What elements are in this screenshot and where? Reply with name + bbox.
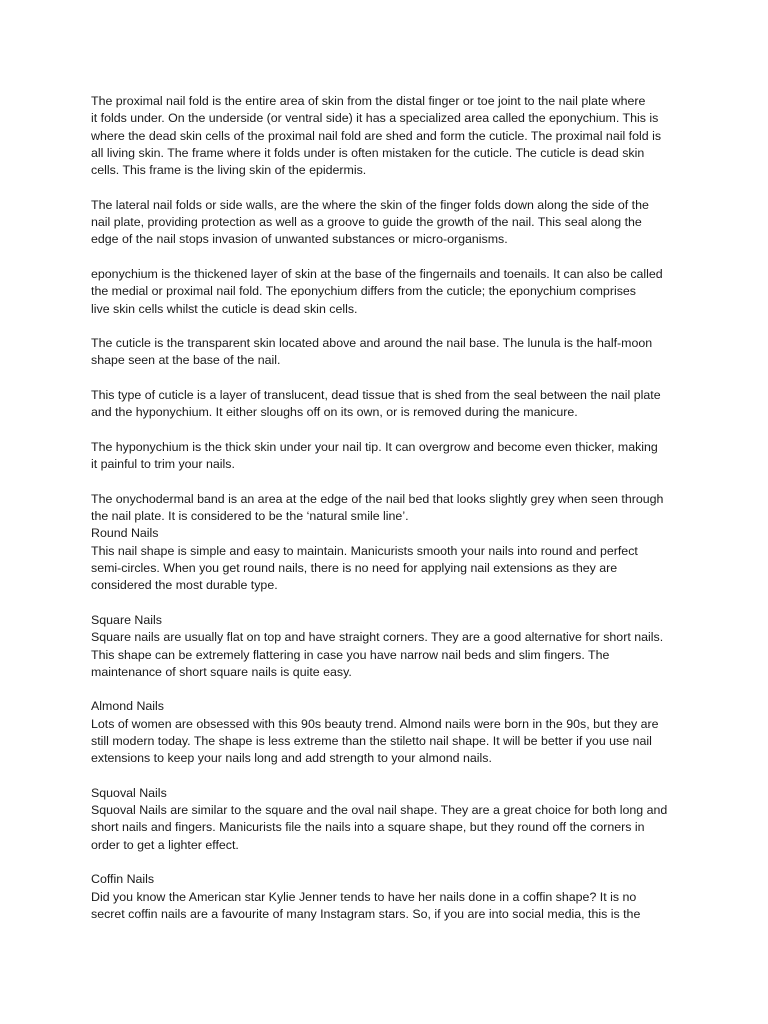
text-line: Square nails are usually flat on top and have straight corners. They are a good alternative for short nails. bbox=[91, 630, 664, 645]
section-coffin-nails bbox=[91, 871, 681, 923]
text-line: The hyponychium is the thick skin under your nail tip. It can overgrow and become even thicker, making bbox=[91, 439, 658, 454]
text-line: The onychodermal band is an area at the edge of the nail bed that looks slightly grey when seen through bbox=[91, 491, 664, 506]
paragraph-hyponychium bbox=[91, 439, 681, 474]
text-line: the nail plate. It is considered to be the ‘natural smile line’. bbox=[91, 509, 409, 524]
text-line: the medial or proximal nail fold. The eponychium differs from the cuticle; the eponychium comprises bbox=[91, 284, 636, 299]
paragraph-lateral-nail-folds bbox=[91, 197, 681, 249]
text-line: it folds under. On the underside (or ventral side) it has a specialized area called the eponychium. This is bbox=[91, 111, 659, 126]
section-heading: Coffin Nails bbox=[91, 872, 155, 887]
text-line: it painful to trim your nails. bbox=[91, 457, 235, 472]
paragraph-cuticle-type bbox=[91, 387, 681, 422]
text-line: Squoval Nails are similar to the square and the oval nail shape. They are a great choice for both long and bbox=[91, 803, 668, 818]
section-heading: Round Nails bbox=[91, 526, 159, 541]
section-almond-nails bbox=[91, 698, 681, 767]
text-line: short nails and fingers. Manicurists file the nails into a square shape, but they round off the corners in bbox=[91, 820, 645, 835]
text-line: semi-circles. When you get round nails, there is no need for applying nail extensions as they are bbox=[91, 561, 618, 576]
text-line: and the hyponychium. It either sloughs off on its own, or is removed during the manicure. bbox=[91, 405, 578, 420]
text-line: secret coffin nails are a favourite of many Instagram stars. So, if you are into social media, this is the bbox=[91, 906, 641, 921]
text-line: considered the most durable type. bbox=[91, 578, 278, 593]
text-line: live skin cells whilst the cuticle is dead skin cells. bbox=[91, 301, 358, 316]
text-line: Lots of women are obsessed with this 90s beauty trend. Almond nails were born in the 90s, but they are bbox=[91, 716, 659, 731]
text-line: still modern today. The shape is less extreme than the stiletto nail shape. It will be better if you use nail bbox=[91, 733, 652, 748]
section-squoval-nails bbox=[91, 785, 681, 854]
paragraph-cuticle bbox=[91, 335, 681, 370]
section-heading: Almond Nails bbox=[91, 699, 164, 714]
document-page bbox=[91, 93, 681, 923]
text-line: This type of cuticle is a layer of translucent, dead tissue that is shed from the seal between the nail plate bbox=[91, 388, 661, 403]
text-line: shape seen at the base of the nail. bbox=[91, 353, 281, 368]
text-line: This shape can be extremely flattering in case you have narrow nail beds and slim fingers. The bbox=[91, 647, 610, 662]
text-line: order to get a lighter effect. bbox=[91, 837, 239, 852]
section-round-nails bbox=[91, 525, 681, 594]
section-heading: Squoval Nails bbox=[91, 785, 167, 800]
text-line: eponychium is the thickened layer of skin at the base of the fingernails and toenails. It can also be called bbox=[91, 266, 663, 281]
text-line: The lateral nail folds or side walls, are the where the skin of the finger folds down along the side of the bbox=[91, 197, 649, 212]
text-line: The cuticle is the transparent skin located above and around the nail base. The lunula is the half-moon bbox=[91, 336, 653, 351]
text-line: cells. This frame is the living skin of the epidermis. bbox=[91, 163, 367, 178]
text-line: Did you know the American star Kylie Jenner tends to have her nails done in a coffin shape? It is no bbox=[91, 889, 637, 904]
text-line: This nail shape is simple and easy to maintain. Manicurists smooth your nails into round and perfect bbox=[91, 543, 638, 558]
section-square-nails bbox=[91, 612, 681, 681]
section-heading: Square Nails bbox=[91, 612, 162, 627]
paragraph-eponychium bbox=[91, 266, 681, 318]
text-line: where the dead skin cells of the proximal nail fold are shed and form the cuticle. The proximal nail fold is bbox=[91, 128, 662, 143]
paragraph-onychodermal-band bbox=[91, 491, 681, 526]
text-line: The proximal nail fold is the entire area of skin from the distal finger or toe joint to the nail plate where bbox=[91, 94, 646, 108]
text-line: all living skin. The frame where it folds under is often mistaken for the cuticle. The cuticle is dead skin bbox=[91, 145, 645, 160]
paragraph-proximal-nail-fold bbox=[91, 93, 681, 179]
text-line: edge of the nail stops invasion of unwanted substances or micro-organisms. bbox=[91, 232, 508, 247]
text-line: nail plate, providing protection as well as a groove to guide the growth of the nail. This seal along the bbox=[91, 215, 642, 230]
text-line: maintenance of short square nails is quite easy. bbox=[91, 664, 352, 679]
text-line: extensions to keep your nails long and add strength to your almond nails. bbox=[91, 751, 492, 766]
